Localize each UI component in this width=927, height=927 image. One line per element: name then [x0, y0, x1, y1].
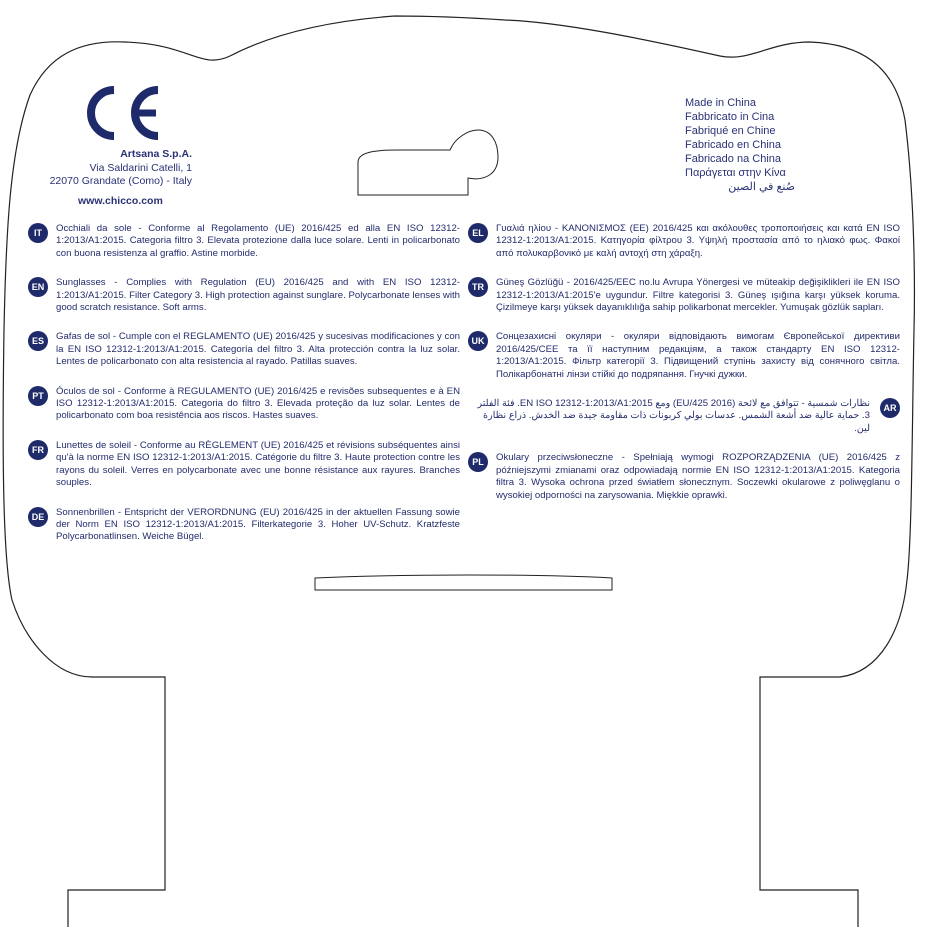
- language-text: Γυαλιά ηλίου - ΚΑΝΟΝΙΣΜΟΣ (ΕΕ) 2016/425 και ακόλουθες τροποποιήσεις και κατά EN ISO 12312-1:2013/A1:2015. Κατηγορία φίλτρου 3. Υψηλή προστασία από το ηλιακό φως. Φακοί από πολυκαρβονικό με καλή αντοχή στη χάραξη.: [496, 223, 900, 259]
- right-language-column: [468, 223, 900, 502]
- origin-line: Fabricado en China: [685, 139, 782, 151]
- language-badge: UK: [468, 331, 488, 351]
- manufacturer-street: Via Saldarini Catelli, 1: [89, 161, 192, 174]
- language-text: Sonnenbrillen - Entspricht der VERORDNUNG (EU) 2016/425 in der aktuellen Fassung sowie der Norm EN ISO 12312-1:2013/A1:2015. Filterkategorie 3. Hoher UV-Schutz. Kratzfeste Polycarbonatlinsen. Weiche Bügel.: [56, 506, 460, 543]
- origin-line: Made in China: [685, 97, 756, 109]
- language-text: Güneş Gözlüğü - 2016/425/EEC no.lu Avrupa Yönergesi ve müteakip değişiklikleri ile EN ISO 12312-1:2013/A1:2015'e uygundur. Filtre kategorisi 3. Güneş ışığına karşı yüksek koruma. Çizilmeye karşı yüksek dayanıklılığa sahip polikarbonat mercekler. Yumuşak gözlük sapları.: [496, 277, 900, 314]
- country-of-origin: [685, 96, 865, 194]
- language-text: Occhiali da sole - Conforme al Regolamento (UE) 2016/425 ed alla EN ISO 12312-1:2013/A1:2015. Categoria filtro 3. Elevata protezione dalla luce solare. Lenti in policarbonato con buona resistenza al graffio. Astine morbide.: [56, 223, 460, 259]
- language-text: Gafas de sol - Cumple con el REGLAMENTO (UE) 2016/425 y sucesivas modificaciones y con la EN ISO 12312-1:2013/A1:2015. Categoría del filtro 3. Alta protección contra la luz solar. Lentes de policarbonato con alta resistencia al rayado. Patillas suaves.: [56, 331, 460, 368]
- language-entry-en: [28, 277, 460, 314]
- language-text: Okulary przeciwsłoneczne - Spełniają wymogi ROZPORZĄDZENIA (UE) 2016/425 z późniejszymi zmianami oraz odpowiadają normie EN ISO 12312-1:2013/A1:2015. Kategoria filtra 3. Wysoka ochrona przed światłem słonecznym. Soczewki okularowe z poliwęglanu o wysokiej odporności na zarysowania. Miękkie oprawki.: [496, 452, 900, 501]
- language-text: Sunglasses - Complies with Regulation (EU) 2016/425 and with EN ISO 12312-1:2013/A1:2015. Filter Category 3. High protection against sunglare. Polycarbonate lenses with good scratch resistance. Soft arms.: [56, 277, 460, 314]
- language-badge: IT: [28, 223, 48, 243]
- language-entry-pt: [28, 386, 460, 423]
- language-entry-it: [28, 223, 460, 260]
- slot-cutout: [315, 575, 612, 590]
- language-badge: PT: [28, 386, 48, 406]
- language-badge: EN: [28, 277, 48, 297]
- language-text: نظارات شمسية - تتوافق مع لائحة (EU/425 2016) ومع EN ISO 12312-1:2013/A1:2015. فئة الفلتر 3. حماية عالية ضد أشعة الشمس. عدسات بولي كربونات ذات مقاومة جيدة ضد الخدش. ذراع نظارة لين.: [477, 398, 870, 434]
- language-entry-es: [28, 331, 460, 368]
- origin-line: Fabriqué en Chine: [685, 125, 776, 137]
- language-badge: PL: [468, 452, 488, 472]
- hang-tab-hole: [358, 130, 498, 195]
- manufacturer-website: www.chicco.com: [78, 195, 163, 207]
- manufacturer-city: 22070 Grandate (Como) - Italy: [49, 175, 192, 187]
- language-badge: EL: [468, 223, 488, 243]
- origin-line: صُنع في الصين: [728, 181, 795, 193]
- origin-line: Fabricado na China: [685, 153, 782, 165]
- language-entry-el: [468, 223, 900, 260]
- language-badge: DE: [28, 507, 48, 527]
- manufacturer-address: [40, 148, 192, 189]
- language-badge: TR: [468, 277, 488, 297]
- language-text: Óculos de sol - Conforme à REGULAMENTO (UE) 2016/425 e revisões subsequentes e à EN ISO 12312-1:2013/A1:2015. Categoria do filtro 3. Elevada proteção da luz solar. Lentes de policarbonato com boa resistência aos riscos. Hastes suaves.: [56, 385, 460, 422]
- manufacturer-company: Artsana S.p.A.: [120, 148, 192, 160]
- origin-line: Fabbricato in Cina: [685, 111, 775, 123]
- language-badge: AR: [880, 398, 900, 418]
- ce-mark-logo: [84, 84, 164, 142]
- language-badge: FR: [28, 440, 48, 460]
- language-entry-ar: [468, 398, 900, 435]
- left-language-column: [28, 223, 460, 544]
- language-text: Lunettes de soleil - Conforme au RÈGLEMENT (UE) 2016/425 et révisions subséquentes ainsi qu'à la norme EN ISO 12312-1:2013/A1:2015. Catégorie du filtre 3. Haute protection contre les rayons du soleil. Verres en polycarbonate avec une bonne résistance aux rayures. Branches souples.: [56, 439, 460, 489]
- language-text: Сонцезахисні окуляри - окуляри відповідають вимогам Європейської директиви 2016/425/CEE та її наступним редакціям, а також стандарту EN ISO 12312-1:2013/A1:2015. Фільтр категорії 3. Підвищений ступінь захисту від сонячного світла. Полікарбонатні лінзи стійкі до подряпання. Гнучкі дужки.: [496, 331, 900, 380]
- hang-hole: [413, 137, 464, 172]
- language-entry-pl: [468, 452, 900, 502]
- origin-line: Παράγεται στην Κίνα: [685, 167, 786, 179]
- language-entry-tr: [468, 277, 900, 314]
- language-entry-uk: [468, 331, 900, 381]
- language-entry-de: [28, 507, 460, 544]
- language-badge: ES: [28, 331, 48, 351]
- language-entry-fr: [28, 440, 460, 490]
